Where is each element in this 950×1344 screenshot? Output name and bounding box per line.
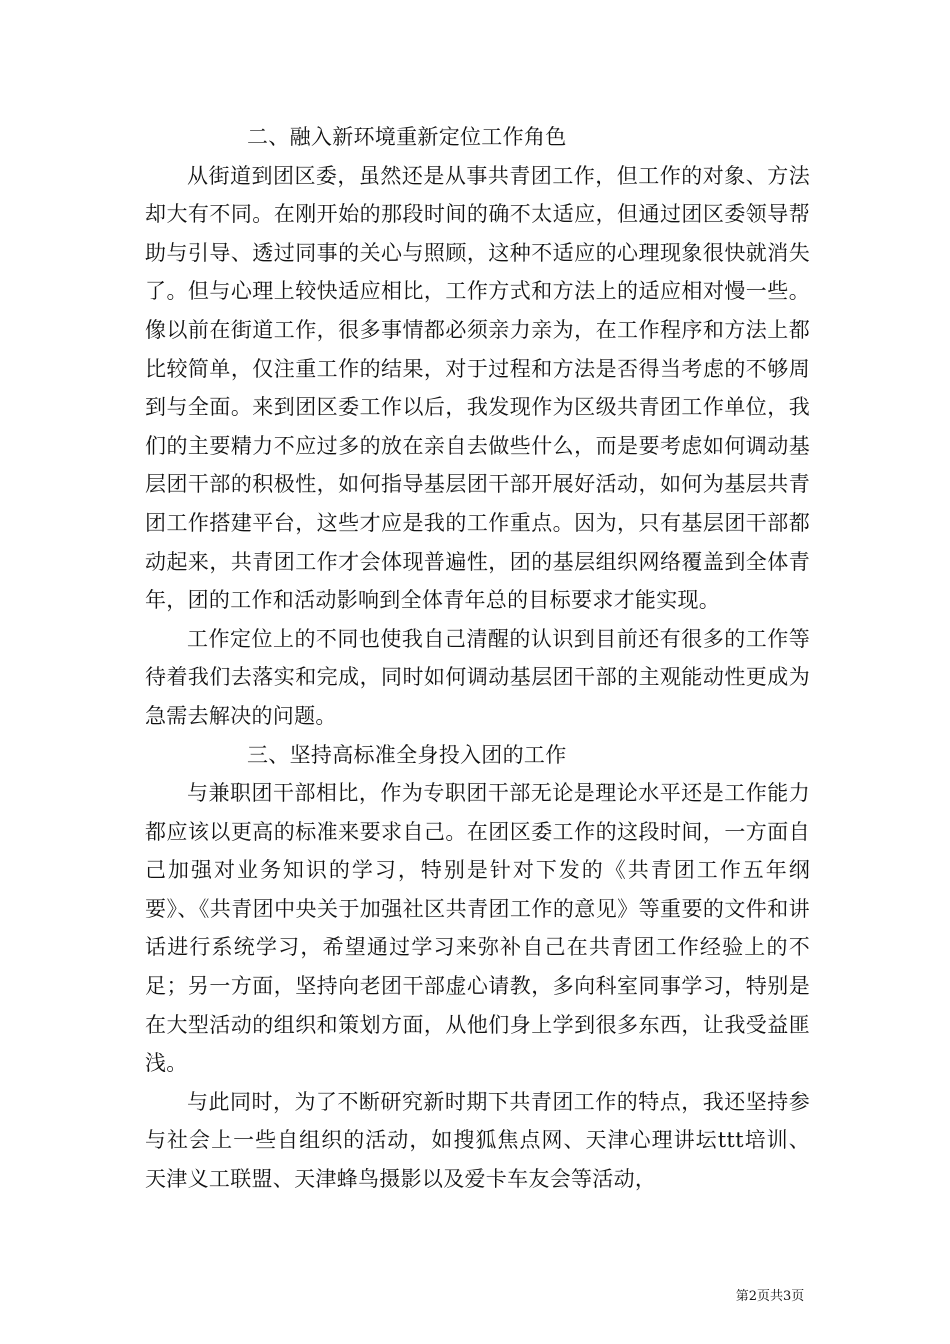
section-heading-2: 二、融入新环境重新定位工作角色 <box>247 125 567 149</box>
document-body <box>145 118 810 1199</box>
body-paragraph-3: 与兼职团干部相比，作为专职团干部无论是理论水平还是工作能力都应该以更高的标准来要求自己。在团区委工作的这段时间，一方面自己加强对业务知识的学习，特别是针对下发的《共青团工作五年纲要》、《共青团中央关于加强社区共青团工作的意见》等重要的文件和讲话进行系统学习，希望通过学习来弥补自己在共青团工作经验上的不足；另一方面，坚持向老团干部虚心请教，多向科室同事学习，特别是在大型活动的组织和策划方面，从他们身上学到很多东西，让我受益匪浅。 <box>145 781 810 1076</box>
section-heading-3: 三、坚持高标准全身投入团的工作 <box>247 742 567 767</box>
page-number-footer: 第2页共3页 <box>735 1289 805 1304</box>
body-paragraph-4: 与此同时，为了不断研究新时期下共青团工作的特点，我还坚持参与社会上一些自组织的活动，如搜狐焦点网、天津心理讲坛ttt培训、天津义工联盟、天津蜂鸟摄影以及爱卡车友会等活动， <box>145 1089 810 1192</box>
body-paragraph-1: 从街道到团区委，虽然还是从事共青团工作，但工作的对象、方法却大有不同。在刚开始的那段时间的确不太适应，但通过团区委领导帮助与引导、透过同事的关心与照顾，这种不适应的心理现象很快就消失了。但与心理上较快适应相比，工作方式和方法上的适应相对慢一些。像以前在街道工作，很多事情都必须亲力亲为，在工作程序和方法上都比较简单，仅注重工作的结果，对于过程和方法是否得当考虑的不够周到与全面。来到团区委工作以后，我发现作为区级共青团工作单位，我们的主要精力不应过多的放在亲自去做些什么，而是要考虑如何调动基层团干部的积极性，如何指导基层团干部开展好活动，如何为基层共青团工作搭建平台，这些才应是我的工作重点。因为，只有基层团干部都动起来，共青团工作才会体现普遍性，团的基层组织网络覆盖到全体青年，团的工作和活动影响到全体青年总的目标要求才能实现。 <box>145 163 810 613</box>
body-paragraph-2: 工作定位上的不同也使我自己清醒的认识到目前还有很多的工作等待着我们去落实和完成，同时如何调动基层团干部的主观能动性更成为急需去解决的问题。 <box>145 626 810 728</box>
